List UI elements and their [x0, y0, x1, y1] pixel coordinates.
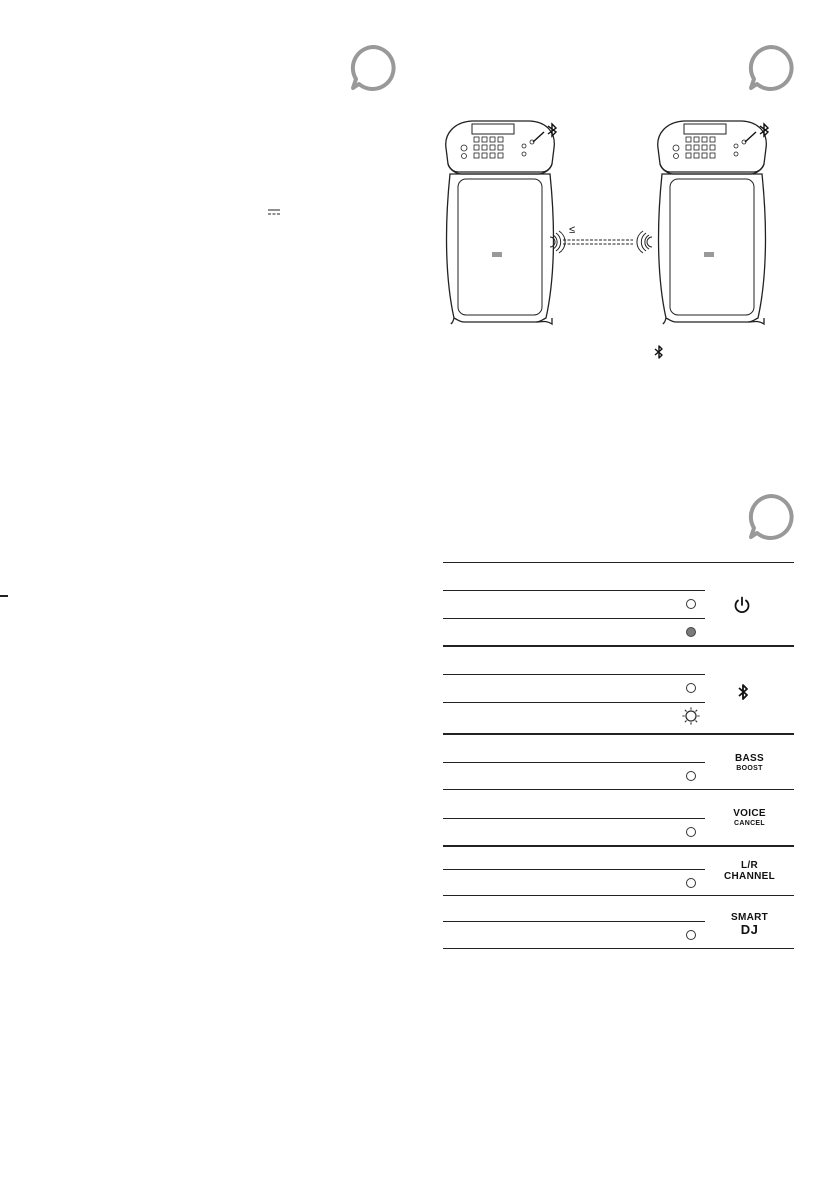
- fold-mark: [0, 595, 8, 597]
- led-blinking-indicator: [682, 707, 700, 725]
- bluetooth-icon: [653, 345, 665, 359]
- chat-bubble-icon: [746, 492, 796, 542]
- table-rule: [443, 562, 794, 563]
- led-status-table: [443, 562, 794, 950]
- led-off-indicator: [686, 683, 696, 693]
- dc-symbol-icon: [268, 208, 280, 216]
- bass-boost-button-label: [705, 753, 794, 773]
- button-label-top: BASS: [735, 753, 764, 764]
- lr-channel-button-label: [705, 860, 794, 882]
- table-rule: [443, 948, 794, 949]
- button-label-top: VOICE: [733, 808, 766, 819]
- table-rule: [443, 818, 705, 819]
- led-off-indicator: [686, 599, 696, 609]
- table-rule: [443, 733, 794, 735]
- table-rule: [443, 702, 705, 703]
- table-rule: [443, 789, 794, 790]
- table-rule: [443, 845, 794, 847]
- button-label-top: L/R: [740, 860, 758, 871]
- led-off-indicator: [686, 930, 696, 940]
- led-off-indicator: [686, 827, 696, 837]
- table-rule: [443, 674, 705, 675]
- chat-bubble-icon: [348, 43, 398, 93]
- table-rule: [443, 618, 705, 619]
- table-rule: [443, 869, 705, 870]
- chat-bubble-icon: [746, 43, 796, 93]
- button-label-big: DJ: [740, 922, 759, 937]
- button-label-sub: BOOST: [736, 765, 763, 772]
- table-rule: [443, 590, 705, 591]
- button-label-sub: CANCEL: [734, 820, 765, 827]
- speaker-pairing-illustration: [432, 112, 804, 370]
- smart-dj-button-label: [705, 912, 794, 937]
- table-rule: [443, 762, 705, 763]
- distance-symbol: ≤: [569, 224, 576, 236]
- voice-cancel-button-label: [705, 808, 794, 828]
- button-label-top: SMART: [730, 912, 769, 923]
- table-rule: [443, 921, 705, 922]
- led-on-indicator: [686, 627, 696, 637]
- power-icon: [733, 596, 751, 614]
- led-off-indicator: [686, 771, 696, 781]
- bluetooth-icon: [737, 683, 749, 701]
- button-label-big: CHANNEL: [724, 871, 775, 882]
- table-rule: [443, 895, 794, 896]
- table-rule: [443, 645, 794, 647]
- led-off-indicator: [686, 878, 696, 888]
